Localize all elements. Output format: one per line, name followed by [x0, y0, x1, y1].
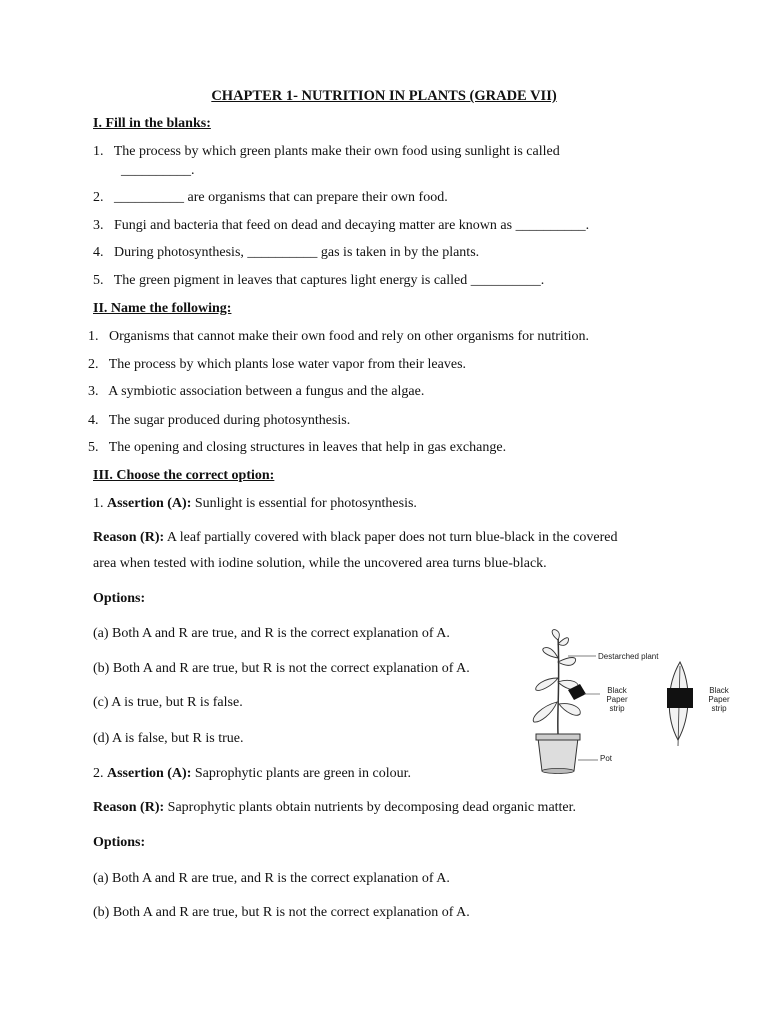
black-paper-strip-label-2: Black Paper strip — [708, 686, 730, 713]
item-number: 2. — [88, 357, 99, 372]
fill-blank-item-3 — [93, 218, 589, 234]
assertion-label: Assertion (A): — [107, 496, 192, 511]
q2-number: 2. — [93, 766, 104, 781]
item-text: The sugar produced during photosynthesis. — [108, 413, 351, 428]
item-number: 4. — [88, 413, 99, 428]
item-number: 3. — [93, 218, 104, 233]
assertion-text: Saprophytic plants are green in colour. — [194, 766, 412, 781]
fill-blank-item-1 — [93, 144, 560, 160]
q1-options-label — [93, 591, 145, 607]
options-label: Options: — [93, 835, 146, 850]
q2-options-label — [93, 835, 145, 851]
item-text: The green pigment in leaves that captures light energy is called __________. — [113, 273, 545, 288]
fill-blank-item-1-continuation: __________. — [121, 163, 195, 178]
page-title: CHAPTER 1- NUTRITION IN PLANTS (GRADE VII) — [211, 88, 557, 104]
fill-blank-item-2 — [93, 190, 448, 206]
pot-label: Pot — [600, 754, 613, 763]
section-2-heading: II. Name the following: — [93, 301, 232, 316]
name-item-1 — [88, 329, 589, 345]
destarched-plant-figure — [520, 626, 750, 776]
fill-blank-item-5 — [93, 273, 544, 289]
q1-option-b: (b) Both A and R are true, but R is not the correct explanation of A. — [93, 661, 470, 676]
item-number: 4. — [93, 245, 104, 260]
item-text: The process by which plants lose water vapor from their leaves. — [108, 357, 467, 372]
assertion-label: Assertion (A): — [107, 766, 192, 781]
plant-stem — [558, 636, 559, 734]
item-text: __________ are organisms that can prepare their own food. — [114, 190, 448, 205]
options-label: Options: — [93, 591, 146, 606]
destarched-plant-label: Destarched plant — [598, 652, 659, 661]
q1-option-c: (c) A is true, but R is false. — [93, 695, 243, 710]
reason-label: Reason (R): — [93, 800, 165, 815]
q1-option-a: (a) Both A and R are true, and R is the correct explanation of A. — [93, 626, 450, 641]
reason-text: A leaf partially covered with black paper does not turn blue-black in the covered — [166, 530, 618, 545]
name-item-4 — [88, 413, 350, 429]
q1-reason — [93, 530, 617, 546]
reason-label: Reason (R): — [93, 530, 165, 545]
separate-leaf-drawing — [667, 662, 693, 746]
name-item-3 — [88, 384, 424, 400]
item-number: 5. — [93, 273, 104, 288]
name-item-5 — [88, 440, 506, 456]
section-1-heading: I. Fill in the blanks: — [93, 116, 211, 131]
plant-leaves — [533, 630, 580, 722]
item-number: 1. — [88, 329, 99, 344]
item-text: The opening and closing structures in leaves that help in gas exchange. — [108, 440, 507, 455]
section-3-heading: III. Choose the correct option: — [93, 468, 275, 483]
q1-assertion — [93, 496, 417, 512]
item-text: Organisms that cannot make their own food and rely on other organisms for nutrition. — [109, 329, 590, 344]
name-item-2 — [88, 357, 466, 373]
item-number: 3. — [88, 384, 99, 399]
item-text: The process by which green plants make their own food using sunlight is called — [113, 144, 560, 159]
reason-text: Saprophytic plants obtain nutrients by decomposing dead organic matter. — [167, 800, 577, 815]
q1-number: 1. — [93, 496, 104, 511]
q1-reason-continuation: area when tested with iodine solution, while the uncovered area turns blue-black. — [93, 556, 547, 571]
q2-option-b: (b) Both A and R are true, but R is not the correct explanation of A. — [93, 905, 470, 920]
fill-blank-item-4 — [93, 245, 479, 261]
item-text: Fungi and bacteria that feed on dead and decaying matter are known as __________. — [114, 218, 590, 233]
item-text: A symbiotic association between a fungus and the algae. — [108, 384, 425, 399]
item-number: 5. — [88, 440, 99, 455]
q2-option-a: (a) Both A and R are true, and R is the correct explanation of A. — [93, 871, 450, 886]
q1-option-d: (d) A is false, but R is true. — [93, 731, 244, 746]
pot-drawing — [536, 734, 580, 774]
assertion-text: Sunlight is essential for photosynthesis. — [194, 496, 417, 511]
item-number: 2. — [93, 190, 104, 205]
item-text: During photosynthesis, __________ gas is taken in by the plants. — [114, 245, 480, 260]
item-number: 1. — [93, 144, 104, 159]
q2-reason — [93, 800, 576, 816]
q2-assertion — [93, 766, 411, 782]
black-paper-strip-label-1: Black Paper strip — [606, 686, 628, 713]
